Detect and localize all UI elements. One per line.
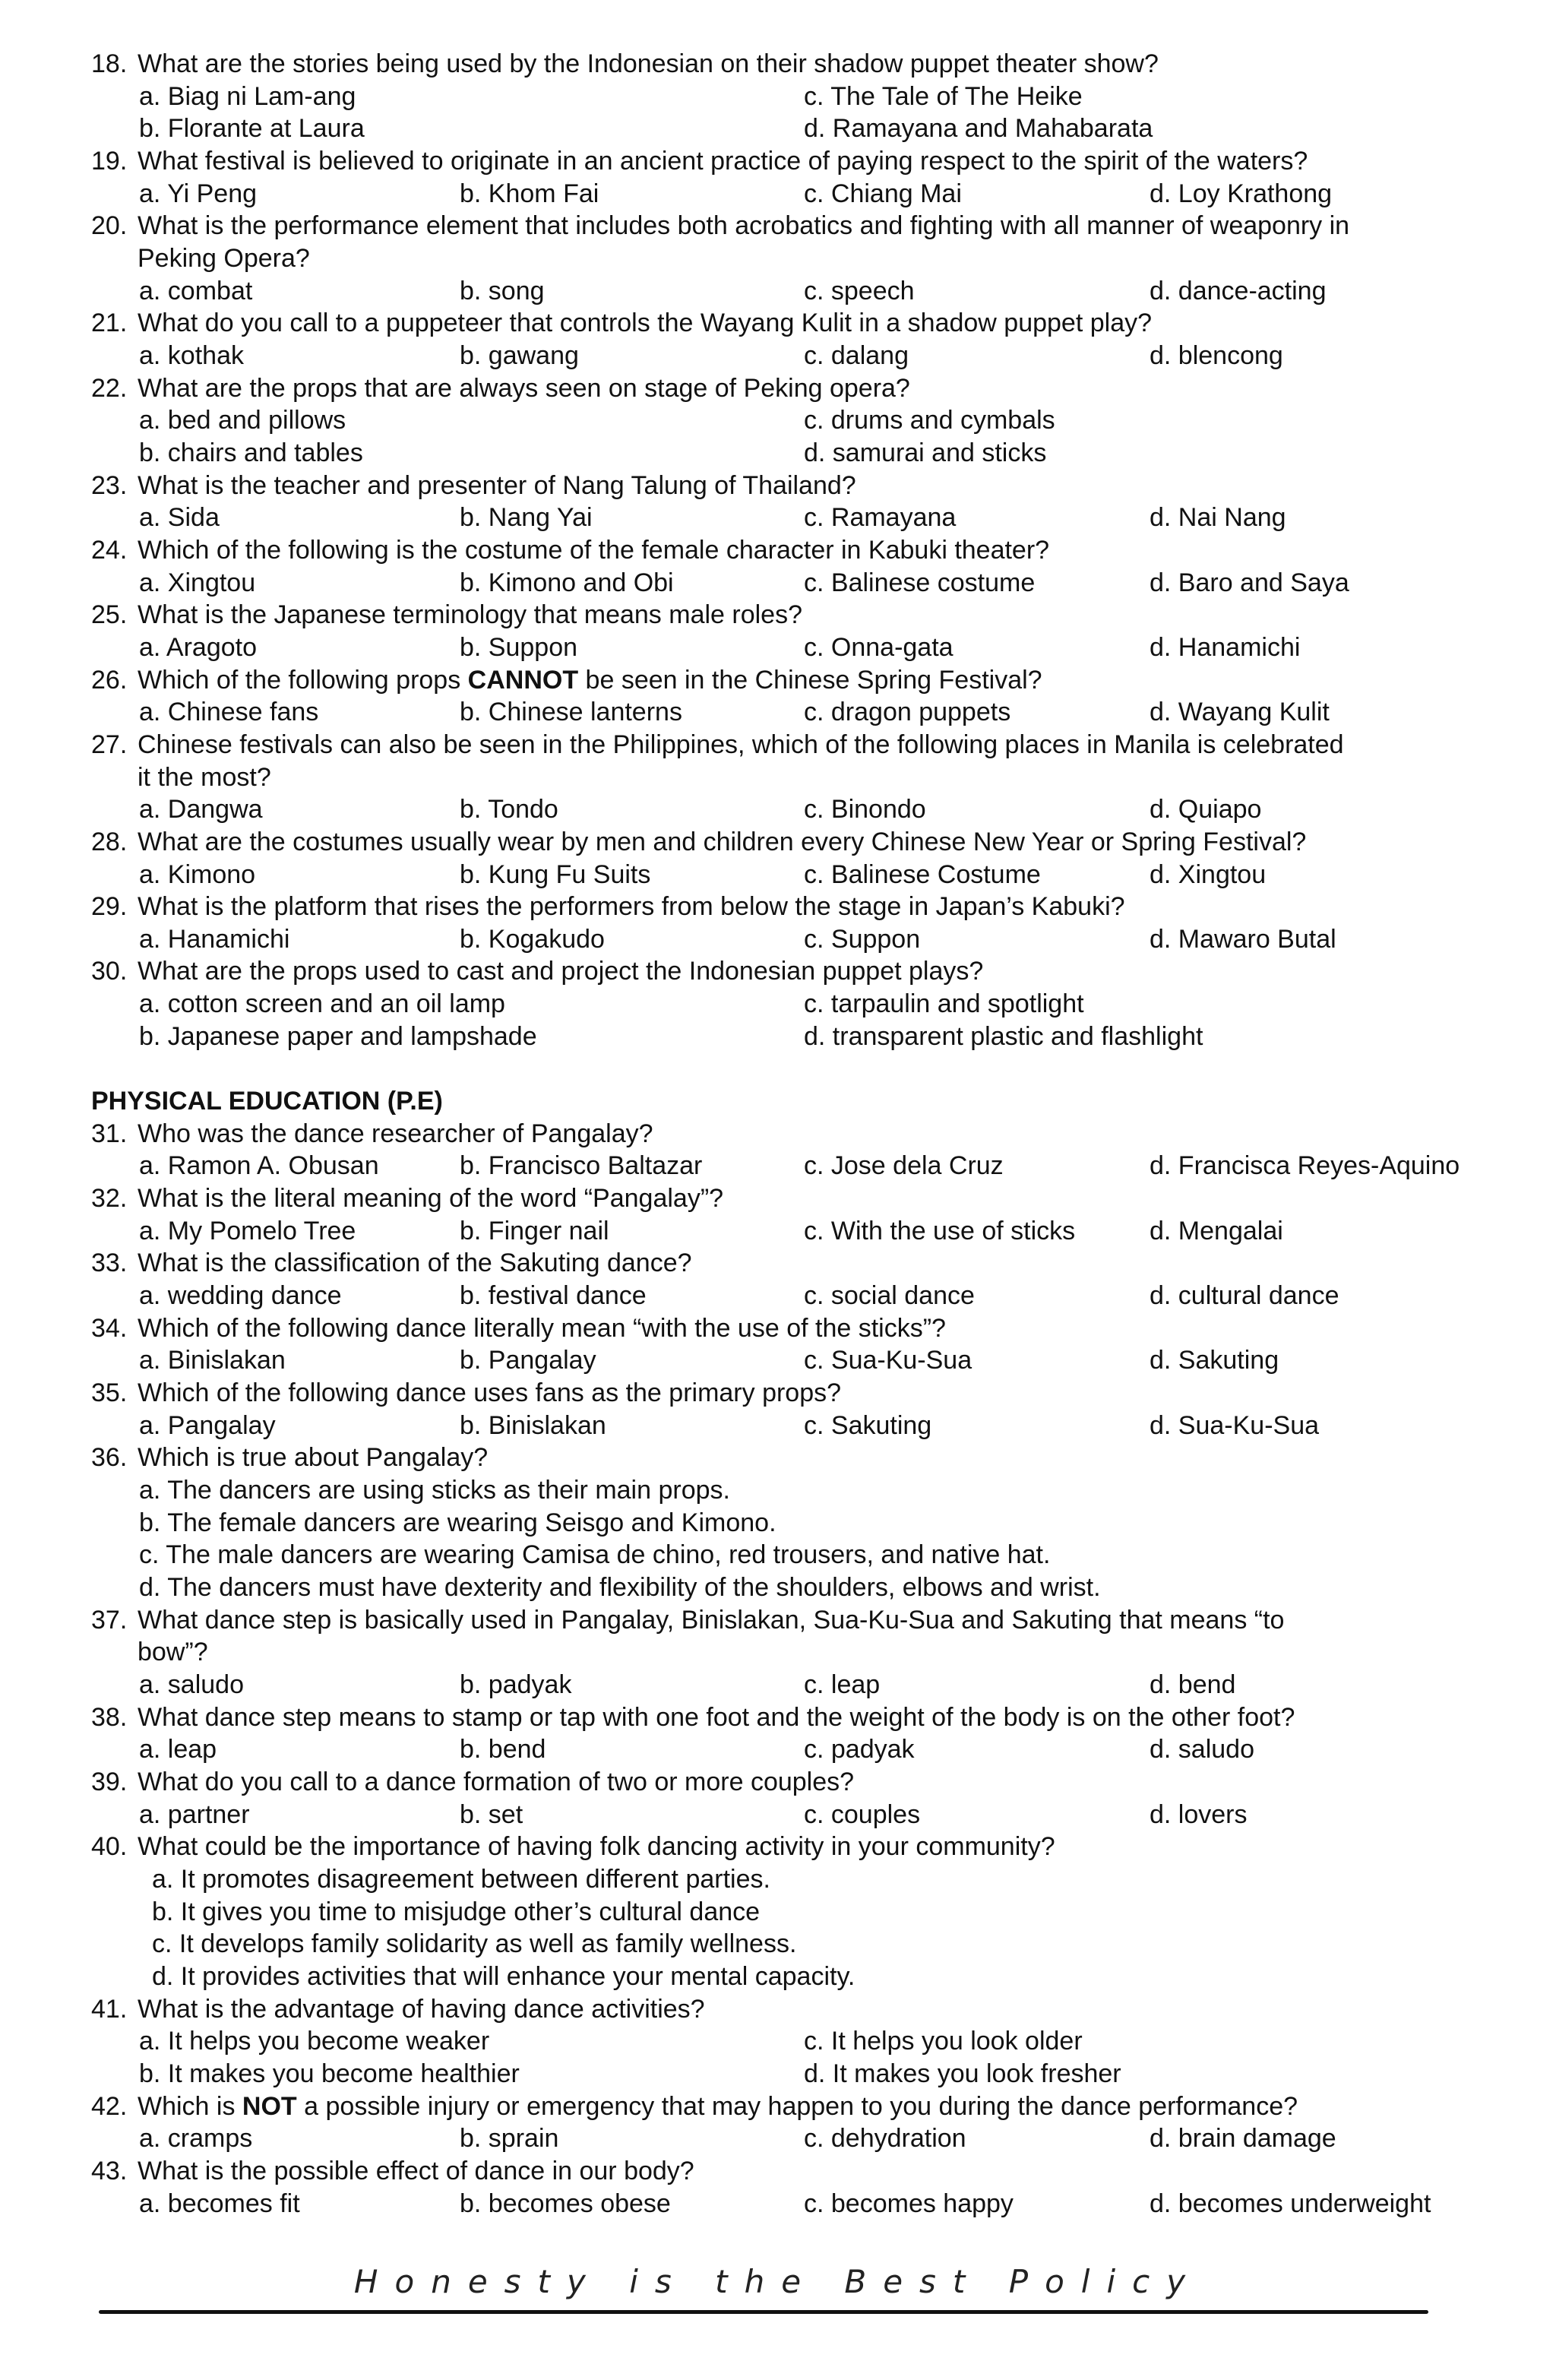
choice-d: d. bend — [1150, 1670, 1236, 1699]
question-text-part: Which is — [138, 2091, 242, 2121]
choice-c: c. Sua-Ku-Sua — [804, 1346, 972, 1375]
choice-a: a. Pangalay — [139, 1410, 276, 1440]
choice-c: c. dalang — [804, 340, 909, 370]
question-row — [0, 663, 1556, 697]
question-row — [0, 144, 1556, 178]
question-number: 27. — [91, 730, 128, 759]
question-row — [0, 2154, 1556, 2188]
choice-b: b. gawang — [460, 340, 579, 370]
question-text: What is the literal meaning of the word “Pangalay”? — [138, 1184, 724, 1214]
question-row — [0, 890, 1556, 923]
choice-row — [0, 1538, 1556, 1571]
question-row — [0, 1765, 1556, 1799]
choice-left: b. chairs and tables — [139, 438, 363, 467]
question-text: What is the possible effect of dance in our body? — [138, 2156, 694, 2185]
choice-row — [0, 1927, 1556, 1961]
choice-row — [0, 695, 1556, 729]
question-row — [0, 1603, 1556, 1637]
choice-row — [0, 1960, 1556, 1993]
choice-row — [0, 1733, 1556, 1766]
question-text: What are the costumes usually wear by men and children every Chinese New Year or Spring Festival? — [138, 827, 1307, 856]
choice-d: d. Francisca Reyes-Aquino — [1150, 1151, 1460, 1181]
choice-row — [0, 2122, 1556, 2155]
question-number: 30. — [91, 957, 128, 986]
choice-a: a. kothak — [139, 340, 244, 370]
choice-left: a. bed and pillows — [139, 406, 346, 435]
choice-b: b. Kogakudo — [460, 924, 605, 954]
question-number: 22. — [91, 373, 128, 403]
choice-a: a. Chinese fans — [139, 698, 319, 727]
choice-b: b. Kung Fu Suits — [460, 859, 651, 889]
choice-b: b. Chinese lanterns — [460, 698, 682, 727]
question-number: 21. — [91, 309, 128, 338]
question-text: What is the platform that rises the performers from below the stage in Japan’s Kabuki? — [138, 892, 1125, 922]
choice-row — [0, 1343, 1556, 1377]
choice-row — [0, 1473, 1556, 1507]
question-text: What are the props used to cast and project the Indonesian puppet plays? — [138, 957, 984, 986]
choice-c: c. Ramayana — [804, 503, 957, 533]
question-number: 32. — [91, 1184, 128, 1214]
choice-row — [0, 793, 1556, 826]
footer-rule — [99, 2310, 1428, 2314]
choice-b: b. set — [460, 1799, 523, 1829]
choice-c: c. Suppon — [804, 924, 921, 954]
choice-b: b. Finger nail — [460, 1216, 609, 1245]
choice: c. It develops family solidarity as well as family wellness. — [152, 1929, 797, 1959]
choice-a: a. My Pomelo Tree — [139, 1216, 356, 1245]
choice-b: b. Tondo — [460, 795, 558, 824]
question-row — [0, 825, 1556, 859]
question-number: 39. — [91, 1767, 128, 1796]
question-number: 26. — [91, 665, 128, 695]
choice-row — [0, 1668, 1556, 1701]
question-text: What are the stories being used by the Indonesian on their shadow puppet theater show? — [138, 49, 1159, 78]
choice-c: c. Chiang Mai — [804, 179, 962, 208]
choice-a: a. cramps — [139, 2124, 253, 2154]
choice-row — [0, 112, 1556, 145]
choice-c: c. Balinese Costume — [804, 859, 1041, 889]
question-continuation — [0, 1635, 1556, 1669]
choice-d: d. Sua-Ku-Sua — [1150, 1410, 1320, 1440]
choice-a: a. Aragoto — [139, 632, 258, 662]
question-number: 29. — [91, 892, 128, 922]
question-text: it the most? — [138, 762, 271, 792]
choice: b. The female dancers are wearing Seisgo and Kimono. — [139, 1508, 776, 1537]
choice-b: b. Suppon — [460, 632, 578, 662]
question-row — [0, 1117, 1556, 1150]
choice-row — [0, 1798, 1556, 1831]
choice-d: d. Mawaro Butal — [1150, 924, 1336, 954]
choice-row — [0, 1279, 1556, 1312]
question-text: Chinese festivals can also be seen in the Philippines, which of the following places in Manila is celebrated — [138, 730, 1344, 759]
question-row — [0, 1246, 1556, 1280]
choice-c: c. Sakuting — [804, 1410, 932, 1440]
choice: a. The dancers are using sticks as their main props. — [139, 1476, 730, 1505]
choice-row — [0, 1571, 1556, 1604]
question-number: 40. — [91, 1832, 128, 1862]
spacer — [0, 1052, 1556, 1085]
choice-b: b. becomes obese — [460, 2189, 671, 2218]
choice-d: d. Sakuting — [1150, 1346, 1279, 1375]
choice-row — [0, 631, 1556, 664]
choice-row — [0, 2187, 1556, 2220]
section-heading — [0, 1084, 1556, 1118]
choice-a: a. Hanamichi — [139, 924, 290, 954]
question-number: 41. — [91, 1994, 128, 2024]
choice-d: d. Nai Nang — [1150, 503, 1286, 533]
choice-c: c. Binondo — [804, 795, 926, 824]
question-continuation — [0, 242, 1556, 275]
question-text: What is the classification of the Sakuting dance? — [138, 1249, 692, 1278]
choice-b: b. Khom Fai — [460, 179, 599, 208]
question-number: 35. — [91, 1378, 128, 1408]
question-row — [0, 1312, 1556, 1345]
question-row — [0, 47, 1556, 81]
question-number: 24. — [91, 535, 128, 565]
question-number: 19. — [91, 146, 128, 176]
question-row — [0, 372, 1556, 405]
question-text: Peking Opera? — [138, 243, 310, 273]
question-row — [0, 1376, 1556, 1410]
choice-row — [0, 1409, 1556, 1442]
question-number: 25. — [91, 600, 128, 630]
question-text: What do you call to a puppeteer that controls the Wayang Kulit in a shadow puppet play? — [138, 309, 1153, 338]
choice-row — [0, 987, 1556, 1021]
question-text: What festival is believed to originate in an ancient practice of paying respect to the spirit of the waters? — [138, 146, 1308, 176]
question-row — [0, 1992, 1556, 2026]
choice-b: b. Binislakan — [460, 1410, 606, 1440]
choice: d. It provides activities that will enhance your mental capacity. — [152, 1961, 855, 1991]
choice-right: c. tarpaulin and spotlight — [804, 989, 1084, 1019]
choice-c: c. Balinese costume — [804, 568, 1036, 597]
choice: d. The dancers must have dexterity and flexibility of the shoulders, elbows and wrist. — [139, 1573, 1101, 1603]
choice-c: c. Onna-gata — [804, 632, 954, 662]
choice-row — [0, 1895, 1556, 1929]
choice-b: b. Kimono and Obi — [460, 568, 674, 597]
emphasis-word: NOT — [242, 2091, 297, 2121]
choice-row — [0, 923, 1556, 956]
choice-b: b. song — [460, 276, 545, 305]
choice-right: d. Ramayana and Mahabarata — [804, 114, 1153, 144]
question-number: 33. — [91, 1249, 128, 1278]
question-number: 42. — [91, 2091, 128, 2121]
choice-c: c. Jose dela Cruz — [804, 1151, 1004, 1181]
choice-right: c. The Tale of The Heike — [804, 81, 1083, 111]
choice-row — [0, 566, 1556, 600]
question-text: What is the advantage of having dance activities? — [138, 1994, 705, 2024]
choice-d: d. Hanamichi — [1150, 632, 1301, 662]
choice-row — [0, 339, 1556, 372]
choice-left: a. cotton screen and an oil lamp — [139, 989, 505, 1019]
choice-b: b. Nang Yai — [460, 503, 593, 533]
choice-left: b. Japanese paper and lampshade — [139, 1021, 537, 1051]
question-text: What do you call to a dance formation of two or more couples? — [138, 1767, 855, 1796]
choice-row — [0, 2024, 1556, 2058]
choice-row — [0, 1506, 1556, 1540]
choice-d: d. saludo — [1150, 1735, 1254, 1764]
choice-c: c. leap — [804, 1670, 881, 1699]
choice-c: c. With the use of sticks — [804, 1216, 1076, 1245]
choice-left: b. It makes you become healthier — [139, 2059, 520, 2088]
choice-row — [0, 177, 1556, 210]
question-text-part: a possible injury or emergency that may happen to you during the dance performance? — [296, 2091, 1298, 2121]
question-number: 28. — [91, 827, 128, 856]
choice-row — [0, 1020, 1556, 1053]
choice-c: c. dragon puppets — [804, 698, 1011, 727]
choice-a: a. leap — [139, 1735, 217, 1764]
question-number: 34. — [91, 1313, 128, 1343]
choice-right: c. It helps you look older — [804, 2027, 1083, 2056]
choice-d: d. Xingtou — [1150, 859, 1267, 889]
choice-a: a. Sida — [139, 503, 220, 533]
choice-row — [0, 2057, 1556, 2090]
choice-a: a. Ramon A. Obusan — [139, 1151, 379, 1181]
choice-right: c. drums and cymbals — [804, 406, 1055, 435]
choice-a: a. Binislakan — [139, 1346, 286, 1375]
choice-row — [0, 1149, 1556, 1182]
choice-a: a. wedding dance — [139, 1281, 342, 1311]
choice-right: d. It makes you look fresher — [804, 2059, 1121, 2088]
question-text-part: be seen in the Chinese Spring Festival? — [578, 665, 1042, 695]
section-heading-text: PHYSICAL EDUCATION (P.E) — [91, 1087, 443, 1116]
choice-b: b. sprain — [460, 2124, 559, 2154]
choice-b: b. Francisco Baltazar — [460, 1151, 703, 1181]
question-row — [0, 2090, 1556, 2123]
footer-motto: Honesty is the Best Policy — [353, 2263, 1203, 2300]
choice-d: d. Wayang Kulit — [1150, 698, 1330, 727]
choice-c: c. dehydration — [804, 2124, 966, 2154]
choice-d: d. Mengalai — [1150, 1216, 1283, 1245]
choice-d: d. dance-acting — [1150, 276, 1327, 305]
question-number: 36. — [91, 1443, 128, 1473]
choice-d: d. lovers — [1150, 1799, 1248, 1829]
question-row — [0, 533, 1556, 567]
question-row — [0, 1701, 1556, 1734]
question-continuation — [0, 761, 1556, 794]
choice-d: d. cultural dance — [1150, 1281, 1339, 1311]
choice-b: b. bend — [460, 1735, 546, 1764]
question-text-part: Which of the following props — [138, 665, 468, 695]
question-text: bow”? — [138, 1638, 208, 1667]
choice-b: b. padyak — [460, 1670, 572, 1699]
choice-b: b. Pangalay — [460, 1346, 596, 1375]
choice-left: a. It helps you become weaker — [139, 2027, 490, 2056]
question-text — [138, 663, 1042, 697]
choice-c: c. couples — [804, 1799, 921, 1829]
choice-row — [0, 1863, 1556, 1896]
choice-right: d. samurai and sticks — [804, 438, 1047, 467]
question-text: What dance step means to stamp or tap with one foot and the weight of the body is on the other foot? — [138, 1702, 1295, 1732]
question-text: Which of the following is the costume of the female character in Kabuki theater? — [138, 535, 1050, 565]
choice-c: c. becomes happy — [804, 2189, 1014, 2218]
choice-a: a. combat — [139, 276, 253, 305]
choice-d: d. blencong — [1150, 340, 1283, 370]
question-text: Who was the dance researcher of Pangalay? — [138, 1119, 653, 1148]
choice-d: d. Baro and Saya — [1150, 568, 1349, 597]
question-text: What could be the importance of having folk dancing activity in your community? — [138, 1832, 1055, 1862]
question-row — [0, 469, 1556, 502]
question-text: What are the props that are always seen on stage of Peking opera? — [138, 373, 910, 403]
choice-row — [0, 436, 1556, 470]
question-row — [0, 598, 1556, 631]
choice: c. The male dancers are wearing Camisa de chino, red trousers, and native hat. — [139, 1540, 1051, 1570]
question-number: 31. — [91, 1119, 128, 1148]
question-row — [0, 209, 1556, 242]
choice-a: a. Dangwa — [139, 795, 263, 824]
choice-row — [0, 274, 1556, 308]
choice-d: d. becomes underweight — [1150, 2189, 1431, 2218]
question-number: 37. — [91, 1605, 128, 1635]
choice-row — [0, 501, 1556, 534]
question-text: What is the Japanese terminology that means male roles? — [138, 600, 803, 630]
question-row — [0, 728, 1556, 761]
choice-d: d. Quiapo — [1150, 795, 1262, 824]
choice-d: d. brain damage — [1150, 2124, 1336, 2154]
question-text: What is the performance element that includes both acrobatics and fighting with all manner of weaponry in — [138, 211, 1350, 241]
question-text: What is the teacher and presenter of Nang Talung of Thailand? — [138, 470, 856, 500]
question-number: 43. — [91, 2156, 128, 2185]
question-text — [138, 2090, 1298, 2123]
choice-row — [0, 80, 1556, 113]
choice-a: a. Yi Peng — [139, 179, 258, 208]
choice-left: a. Biag ni Lam-ang — [139, 81, 356, 111]
choice-right: d. transparent plastic and flashlight — [804, 1021, 1203, 1051]
emphasis-word: CANNOT — [467, 665, 579, 695]
choice-a: a. Kimono — [139, 859, 256, 889]
question-row — [0, 954, 1556, 988]
question-row — [0, 1182, 1556, 1215]
question-number: 23. — [91, 470, 128, 500]
choice-a: a. partner — [139, 1799, 250, 1829]
choice-a: a. saludo — [139, 1670, 244, 1699]
choice-row — [0, 404, 1556, 437]
choice: b. It gives you time to misjudge other’s cultural dance — [152, 1897, 761, 1926]
question-text: Which is true about Pangalay? — [138, 1443, 489, 1473]
choice-c: c. social dance — [804, 1281, 975, 1311]
choice-row — [0, 1214, 1556, 1248]
question-row — [0, 1830, 1556, 1863]
question-number: 18. — [91, 49, 128, 78]
question-row — [0, 1441, 1556, 1474]
choice-b: b. festival dance — [460, 1281, 647, 1311]
question-text: What dance step is basically used in Pangalay, Binislakan, Sua-Ku-Sua and Sakuting that means “to — [138, 1605, 1285, 1635]
choice-left: b. Florante at Laura — [139, 114, 365, 144]
question-text: Which of the following dance literally mean “with the use of the sticks”? — [138, 1313, 946, 1343]
question-text: Which of the following dance uses fans as the primary props? — [138, 1378, 842, 1408]
choice-row — [0, 858, 1556, 891]
choice-c: c. padyak — [804, 1735, 915, 1764]
choice-a: a. becomes fit — [139, 2189, 300, 2218]
question-number: 20. — [91, 211, 128, 241]
choice: a. It promotes disagreement between different parties. — [152, 1864, 770, 1894]
question-number: 38. — [91, 1702, 128, 1732]
choice-a: a. Xingtou — [139, 568, 256, 597]
choice-d: d. Loy Krathong — [1150, 179, 1333, 208]
question-row — [0, 306, 1556, 340]
choice-c: c. speech — [804, 276, 915, 305]
